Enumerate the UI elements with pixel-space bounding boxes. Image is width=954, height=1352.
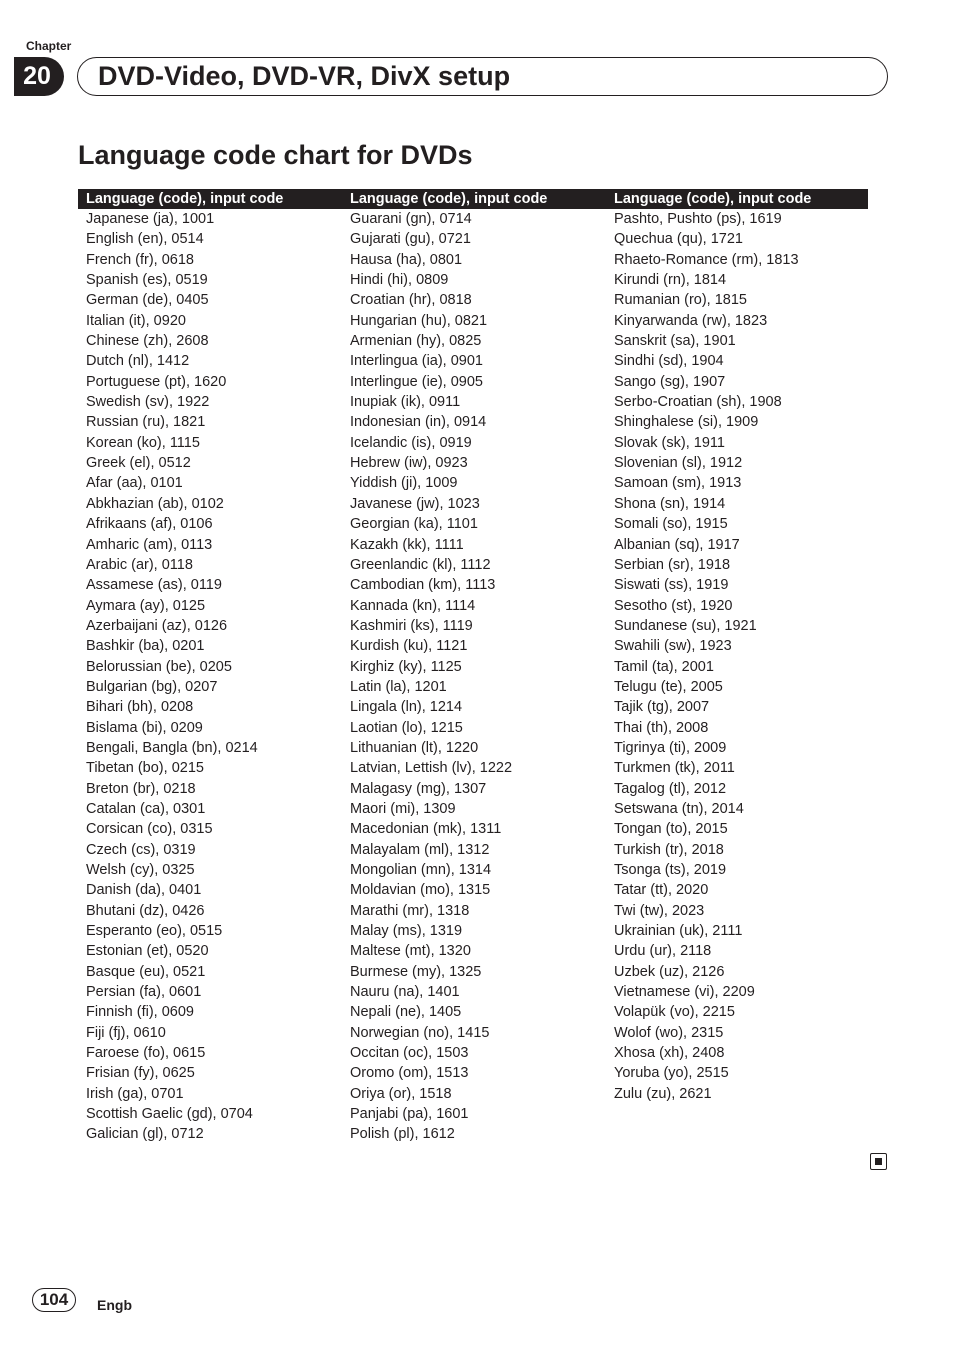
list-item: Japanese (ja), 1001 [86, 211, 215, 227]
language-list [78, 209, 342, 1145]
table-column [606, 189, 868, 1145]
list-item: Turkmen (tk), 2011 [614, 760, 735, 777]
list-item: Nepali (ne), 1405 [350, 1004, 462, 1021]
list-item: Georgian (ka), 1101 [350, 516, 478, 533]
list-item: Macedonian (mk), 1311 [350, 821, 502, 838]
list-item: Azerbaijani (az), 0126 [86, 617, 228, 634]
list-item: Czech (cs), 0319 [86, 841, 196, 858]
list-item: Italian (it), 0920 [86, 312, 186, 329]
list-item: Hindi (hi), 0809 [350, 272, 449, 289]
list-item: Persian (fa), 0601 [86, 984, 202, 1001]
list-item: Gujarati (gu), 0721 [350, 231, 471, 248]
list-item: Kannada (kn), 1114 [350, 597, 476, 614]
list-item: Greek (el), 0512 [86, 455, 191, 472]
list-item: Dutch (nl), 1412 [86, 353, 190, 370]
list-item: Laotian (lo), 1215 [350, 719, 463, 736]
list-item: Catalan (ca), 0301 [86, 800, 206, 817]
list-item: Burmese (my), 1325 [350, 963, 482, 980]
list-item: Vietnamese (vi), 2209 [614, 984, 755, 1001]
list-item: Thai (th), 2008 [614, 719, 709, 736]
list-item: Croatian (hr), 0818 [350, 292, 472, 309]
list-item: Maltese (mt), 1320 [350, 943, 471, 960]
list-item: Esperanto (eo), 0515 [86, 923, 223, 940]
list-item: Serbo-Croatian (sh), 1908 [614, 394, 782, 411]
list-item: Lithuanian (lt), 1220 [350, 739, 479, 756]
list-item: Finnish (fi), 0609 [86, 1004, 194, 1021]
list-item: Maori (mi), 1309 [350, 800, 456, 817]
list-item: Urdu (ur), 2118 [614, 943, 712, 960]
list-item: Armenian (hy), 0825 [350, 333, 482, 350]
list-item: Sanskrit (sa), 1901 [614, 333, 736, 350]
list-item: Kashmiri (ks), 1119 [350, 617, 473, 634]
list-item: Malagasy (mg), 1307 [350, 780, 487, 797]
list-item: Hungarian (hu), 0821 [350, 312, 488, 329]
list-item: Greenlandic (kl), 1112 [350, 556, 491, 573]
list-item: Bislama (bi), 0209 [86, 719, 203, 736]
list-item: Sango (sg), 1907 [614, 373, 726, 390]
list-item: Moldavian (mo), 1315 [350, 882, 491, 899]
list-item: Basque (eu), 0521 [86, 963, 206, 980]
list-item: Slovak (sk), 1911 [614, 434, 725, 451]
list-item: Inupiak (ik), 0911 [350, 394, 461, 411]
list-item: Kurdish (ku), 1121 [350, 638, 468, 655]
list-item: Afar (aa), 0101 [86, 475, 183, 492]
list-item: Yoruba (yo), 2515 [614, 1065, 729, 1082]
list-item: Tigrinya (ti), 2009 [614, 739, 727, 756]
list-item: Polish (pl), 1612 [350, 1126, 455, 1143]
list-item: Swahili (sw), 1923 [614, 638, 732, 655]
list-item: Oriya (or), 1518 [350, 1085, 452, 1102]
list-item: Bashkir (ba), 0201 [86, 638, 205, 655]
list-item: Occitan (oc), 1503 [350, 1045, 469, 1062]
table-column [342, 189, 606, 1145]
list-item: Uzbek (uz), 2126 [614, 963, 725, 980]
list-item: Serbian (sr), 1918 [614, 556, 731, 573]
list-item: Kinyarwanda (rw), 1823 [614, 312, 768, 329]
list-item: Oromo (om), 1513 [350, 1065, 469, 1082]
list-item: Bihari (bh), 0208 [86, 699, 194, 716]
list-item: Siswati (ss), 1919 [614, 577, 729, 594]
list-item: Rumanian (ro), 1815 [614, 292, 747, 309]
list-item: Zulu (zu), 2621 [614, 1085, 712, 1102]
list-item: Tatar (tt), 2020 [614, 882, 709, 899]
list-item: Slovenian (sl), 1912 [614, 455, 743, 472]
list-item: Shona (sn), 1914 [614, 495, 726, 512]
list-item: Estonian (et), 0520 [86, 943, 209, 960]
list-item: Icelandic (is), 0919 [350, 434, 472, 451]
list-item: Afrikaans (af), 0106 [86, 516, 213, 533]
list-item: Frisian (fy), 0625 [86, 1065, 195, 1082]
list-item: Corsican (co), 0315 [86, 821, 213, 838]
column-header: Language (code), input code [342, 189, 606, 209]
list-item: Welsh (cy), 0325 [86, 862, 195, 878]
chapter-title: DVD-Video, DVD-VR, DivX setup [98, 61, 511, 91]
list-item: Wolof (wo), 2315 [614, 1024, 724, 1041]
list-item: Chinese (zh), 2608 [86, 333, 209, 350]
table-column [78, 189, 342, 1145]
language-list [606, 209, 868, 1104]
list-item: Arabic (ar), 0118 [86, 556, 193, 573]
list-item: Fiji (fj), 0610 [86, 1024, 166, 1041]
list-item: Shinghalese (si), 1909 [614, 414, 759, 431]
list-item: Irish (ga), 0701 [86, 1085, 184, 1102]
list-item: English (en), 0514 [86, 231, 204, 248]
list-item: Somali (so), 1915 [614, 516, 728, 533]
list-item: Albanian (sq), 1917 [614, 536, 740, 553]
list-item: Hebrew (iw), 0923 [350, 455, 468, 472]
list-item: Latvian, Lettish (lv), 1222 [350, 760, 513, 777]
list-item: Tibetan (bo), 0215 [86, 760, 204, 777]
list-item: Tongan (to), 2015 [614, 821, 728, 838]
list-item: Sundanese (su), 1921 [614, 617, 757, 634]
list-item: Cambodian (km), 1113 [350, 577, 496, 594]
list-item: Interlingue (ie), 0905 [350, 373, 483, 390]
list-item: Setswana (tn), 2014 [614, 800, 744, 817]
list-item: Xhosa (xh), 2408 [614, 1045, 725, 1062]
list-item: Assamese (as), 0119 [86, 577, 222, 594]
section-end-icon [870, 1153, 887, 1170]
list-item: Samoan (sm), 1913 [614, 475, 742, 492]
list-item: Guarani (gn), 0714 [350, 211, 472, 227]
list-item: Ukrainian (uk), 2111 [614, 923, 743, 940]
list-item: Tajik (tg), 2007 [614, 699, 710, 716]
list-item: Malayalam (ml), 1312 [350, 841, 490, 858]
list-item: Hausa (ha), 0801 [350, 251, 463, 268]
list-item: Breton (br), 0218 [86, 780, 196, 797]
list-item: Panjabi (pa), 1601 [350, 1106, 469, 1123]
list-item: Quechua (qu), 1721 [614, 231, 743, 248]
list-item: Abkhazian (ab), 0102 [86, 495, 224, 512]
list-item: Kirundi (rn), 1814 [614, 272, 727, 289]
list-item: Volapük (vo), 2215 [614, 1004, 735, 1021]
list-item: Tagalog (tl), 2012 [614, 780, 727, 797]
language-list [342, 209, 606, 1145]
list-item: Latin (la), 1201 [350, 678, 447, 695]
page-title: Language code chart for DVDs [78, 140, 473, 170]
list-item: Malay (ms), 1319 [350, 923, 463, 940]
list-item: Amharic (am), 0113 [86, 536, 213, 553]
list-item: Twi (tw), 2023 [614, 902, 705, 919]
list-item: French (fr), 0618 [86, 251, 194, 268]
list-item: Galician (gl), 0712 [86, 1126, 204, 1143]
list-item: Turkish (tr), 2018 [614, 841, 724, 858]
page-number: 104 [32, 1288, 76, 1312]
list-item: Nauru (na), 1401 [350, 984, 460, 1001]
list-item: Rhaeto-Romance (rm), 1813 [614, 251, 799, 268]
list-item: Telugu (te), 2005 [614, 678, 723, 695]
chapter-label: Chapter [26, 39, 72, 53]
list-item: Lingala (ln), 1214 [350, 699, 463, 716]
language-tag: Engb [97, 1297, 132, 1313]
list-item: German (de), 0405 [86, 292, 209, 309]
list-item: Spanish (es), 0519 [86, 272, 208, 289]
list-item: Mongolian (mn), 1314 [350, 862, 492, 878]
list-item: Bulgarian (bg), 0207 [86, 678, 218, 695]
list-item: Tamil (ta), 2001 [614, 658, 714, 675]
list-item: Interlingua (ia), 0901 [350, 353, 483, 370]
list-item: Portuguese (pt), 1620 [86, 373, 227, 390]
list-item: Sindhi (sd), 1904 [614, 353, 724, 370]
column-header: Language (code), input code [606, 189, 868, 209]
list-item: Norwegian (no), 1415 [350, 1024, 490, 1041]
list-item: Scottish Gaelic (gd), 0704 [86, 1106, 253, 1123]
list-item: Aymara (ay), 0125 [86, 597, 206, 614]
list-item: Swedish (sv), 1922 [86, 394, 210, 411]
list-item: Sesotho (st), 1920 [614, 597, 733, 614]
list-item: Javanese (jw), 1023 [350, 495, 480, 512]
list-item: Korean (ko), 1115 [86, 434, 200, 451]
list-item: Bengali, Bangla (bn), 0214 [86, 739, 258, 756]
list-item: Belorussian (be), 0205 [86, 658, 232, 675]
chapter-number-badge: 20 [14, 57, 64, 96]
column-header: Language (code), input code [78, 189, 342, 209]
list-item: Marathi (mr), 1318 [350, 902, 470, 919]
list-item: Danish (da), 0401 [86, 882, 202, 899]
list-item: Bhutani (dz), 0426 [86, 902, 205, 919]
list-item: Yiddish (ji), 1009 [350, 475, 458, 492]
chapter-title-bar [77, 57, 888, 96]
list-item: Faroese (fo), 0615 [86, 1045, 206, 1062]
list-item: Kirghiz (ky), 1125 [350, 658, 462, 675]
list-item: Russian (ru), 1821 [86, 414, 206, 431]
language-code-table [78, 189, 868, 1145]
list-item: Kazakh (kk), 1111 [350, 536, 464, 553]
list-item: Pashto, Pushto (ps), 1619 [614, 211, 782, 227]
list-item: Indonesian (in), 0914 [350, 414, 487, 431]
list-item: Tsonga (ts), 2019 [614, 862, 727, 878]
